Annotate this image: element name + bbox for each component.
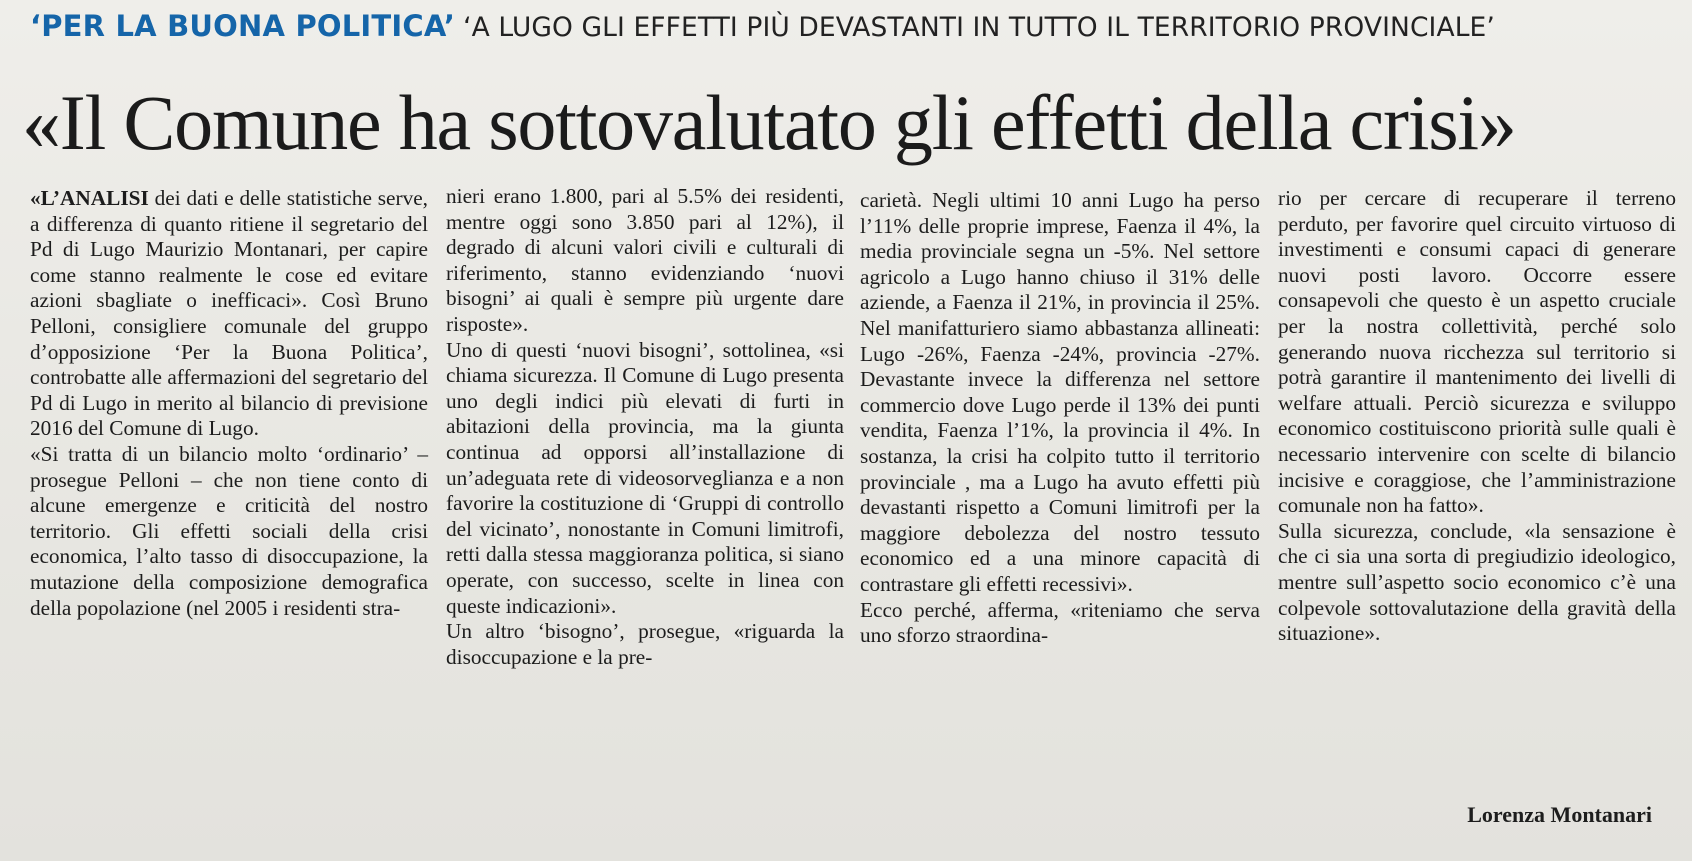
kicker-tag: ‘PER LA BUONA POLITICA’	[30, 9, 456, 43]
article-paragraph: Ecco perché, afferma, «riteniamo che serva uno sforzo straordina-	[860, 597, 1260, 648]
article-column-2	[446, 184, 844, 670]
lead-word: «L’ANALISI	[30, 186, 149, 210]
article-paragraph: Sulla sicurezza, conclude, «la sensazione è che ci sia una sorta di pregiudizio ideologico, mentre sull’aspetto socio economico c’è una colpevole sottovalutazione della gravità della situazione».	[1278, 518, 1676, 646]
article-paragraph: nieri erano 1.800, pari al 5.5% dei residenti, mentre oggi sono 3.850 pari al 12%), il degrado di alcuni valori civili e culturali di riferimento, stanno evidenziando ‘nuovi bisogni’ ai quali è sempre più urgente dare risposte».	[446, 184, 844, 336]
article-paragraph: Un altro ‘bisogno’, prosegue, «riguarda la disoccupazione e la pre-	[446, 619, 844, 669]
byline: Lorenza Montanari	[1467, 802, 1652, 827]
article-column-1	[30, 186, 428, 621]
headline: «Il Comune ha sottovalutato gli effetti della crisi»	[22, 79, 1516, 166]
article-paragraph: «Si tratta di un bilancio molto ‘ordinario’ – prosegue Pelloni – che non tiene conto di alcune emergenze e criticità del nostro territorio. Gli effetti sociali della crisi economica, l’alto tasso di disoccupazione, la mutazione della composizione demografica della popolazione (nel 2005 i residenti stra-	[30, 441, 428, 620]
paragraph-text: dei dati e delle statistiche serve, a differenza di quanto ritiene il segretario del Pd di Lugo Maurizio Montanari, per capire come stanno realmente le cose ed evitare azioni sbagliate o inefficaci». Così Bruno Pelloni, consigliere comunale del gruppo d’opposizione ‘Per la Buona Politica’, controbatte alle affermazioni del segretario del Pd di Lugo in merito al bilancio di previsione 2016 del Comune di Lugo.	[30, 186, 428, 441]
kicker-subtitle: ‘A LUGO GLI EFFETTI PIÙ DEVASTANTI IN TUTTO IL TERRITORIO PROVINCIALE’	[463, 12, 1495, 43]
article-paragraph: Uno di questi ‘nuovi bisogni’, sottolinea, «si chiama sicurezza. Il Comune di Lugo presenta uno degli indici più elevati di furti in abitazioni della provincia, ma la giunta continua ad opporsi all’installazione di un’adeguata rete di videosorveglianza e a non favorire la costituzione di ‘Gruppi di controllo del vicinato’, nonostante in Comuni limitrofi, retti dalla stessa maggioranza politica, si siano operate, con successo, scelte in linea con queste indicazioni».	[446, 337, 844, 618]
article-kicker	[30, 9, 1495, 43]
article-paragraph: rio per cercare di recuperare il terreno perduto, per favorire quel circuito virtuoso di investimenti e consumi capaci di generare nuovi posti lavoro. Occorre essere consapevoli che questo è un aspetto cruciale per la nostra collettività, perché solo generando nuova ricchezza sul territorio si potrà garantire il mantenimento dei livelli di welfare attuali. Perciò sicurezza e sviluppo economico costituiscono priorità sulle quali è necessario intervenire con scelte di bilancio incisive e coraggiose, che l’amministrazione comunale non ha fatto».	[1278, 186, 1676, 518]
article-column-4	[1278, 186, 1676, 647]
article-paragraph: carietà. Negli ultimi 10 anni Lugo ha perso l’11% delle proprie imprese, Faenza il 4%, la media provinciale segna un -5%. Nel settore agricolo a Lugo hanno chiuso il 31% delle aziende, a Faenza il 21%, in provincia il 25%. Nel manifatturiero siamo abbastanza allineati: Lugo -26%, Faenza -24%, provincia -27%. Devastante invece la differenza nel settore commercio dove Lugo perde il 13% dei punti vendita, Faenza l’1%, la provincia il 4%. In sostanza, la crisi ha colpito tutto il territorio provinciale , ma a Lugo ha avuto effetti più devastanti rispetto a Comuni limitrofi per la maggiore debolezza del nostro tessuto economico ed a una minore capacità di contrastare gli effetti recessivi».	[860, 188, 1260, 596]
article-paragraph	[30, 186, 428, 442]
article-column-3	[860, 188, 1260, 649]
